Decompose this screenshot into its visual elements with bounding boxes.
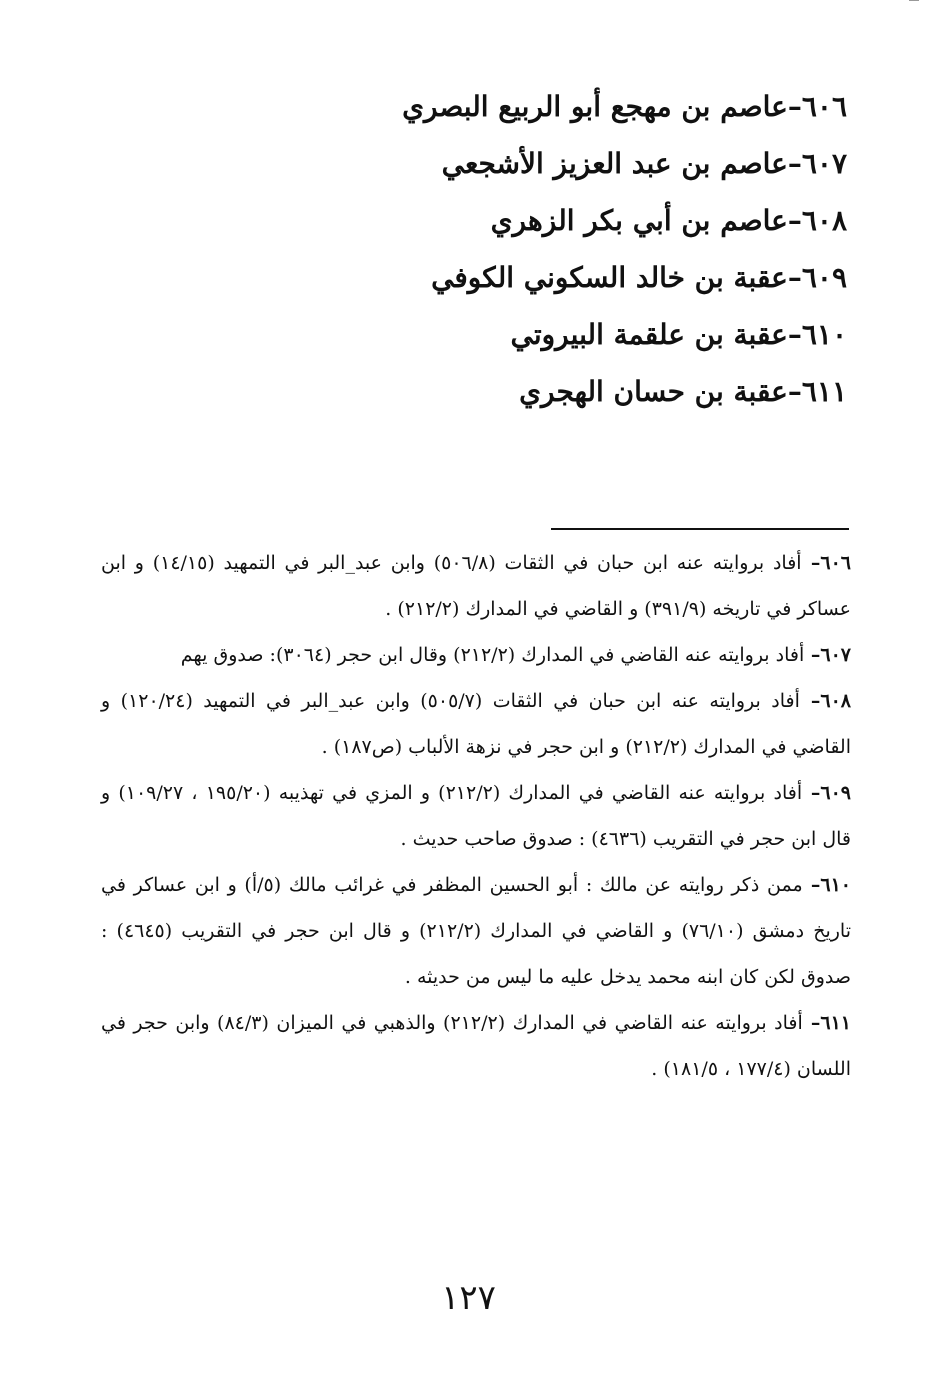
entry-611: ٦١١–عقبة بن حسان الهجري	[519, 375, 847, 408]
footnote-text: أفاد بروايته عنه القاضي في المدارك (٢١٢/٢) وقال ابن حجر (٣٠٦٤): صدوق يهم	[180, 644, 805, 666]
footnote-number: ٦٠٨–	[799, 690, 852, 712]
footnote-611	[101, 1000, 851, 1092]
footnote-number: ٦٠٧–	[804, 644, 851, 666]
footnote-text: ممن ذكر روايته عن مالك : أبو الحسين المظفر في غرائب مالك (٥/أ) و ابن عساكر في تاريخ دمشق (٧٦/١٠) و القاضي في المدارك (٢١٢/٢) و قال ابن حجر في التقريب (٤٦٤٥) : صدوق لكن كان ابنه محمد يدخل عليه ما ليس من حديثه .	[101, 874, 851, 988]
footnote-number: ٦١٠–	[802, 874, 852, 896]
footnote-607	[101, 632, 851, 678]
entry-606: ٦٠٦–عاصم بن مهجع أبو الربيع البصري	[402, 90, 847, 123]
entry-607: ٦٠٧–عاصم بن عبد العزيز الأشجعي	[441, 147, 847, 180]
footnote-text: أفاد بروايته عنه القاضي في المدارك (٢١٢/٢) والذهبي في الميزان (٨٤/٣) وابن حجر في اللسان (١٧٧/٤ ، ١٨١/٥) .	[101, 1012, 851, 1080]
entry-609: ٦٠٩–عقبة بن خالد السكوني الكوفي	[431, 261, 847, 294]
scan-mark	[909, 0, 919, 5]
footnote-text: أفاد بروايته عنه ابن حبان في الثقات (٥٠٥/٧) وابن عبد_البر في التمهيد (١٢٠/٢٤) و القاضي في المدارك (٢١٢/٢) و ابن حجر في نزهة الألباب (ص١٨٧) .	[101, 690, 851, 758]
footnote-number: ٦٠٩–	[802, 782, 851, 804]
narrators-list	[327, 78, 847, 420]
footnote-text: أفاد بروايته عنه ابن حبان في الثقات (٥٠٦/٨) وابن عبد_البر في التمهيد (١٤/١٥) و ابن عساكر في تاريخه (٣٩١/٩) و القاضي في المدارك (٢١٢/٢) .	[101, 552, 851, 620]
footnote-606	[101, 540, 851, 632]
footnote-number: ٦١١–	[802, 1012, 851, 1034]
entry-610: ٦١٠–عقبة بن علقمة البيروتي	[510, 318, 847, 351]
footnote-608	[101, 678, 851, 770]
footnote-separator	[551, 528, 849, 530]
footnotes	[101, 540, 851, 1092]
page-number: ١٢٧	[441, 1278, 496, 1318]
entry-608: ٦٠٨–عاصم بن أبي بكر الزهري	[490, 204, 847, 237]
footnote-text: أفاد بروايته عنه القاضي في المدارك (٢١٢/٢) و المزي في تهذيبه (١٩٥/٢٠ ، ١٠٩/٢٧) و قال ابن حجر في التقريب (٤٦٣٦) : صدوق صاحب حديث .	[101, 782, 851, 850]
footnote-number: ٦٠٦–	[801, 552, 852, 574]
footnote-609	[101, 770, 851, 862]
footnote-610	[101, 862, 851, 1000]
